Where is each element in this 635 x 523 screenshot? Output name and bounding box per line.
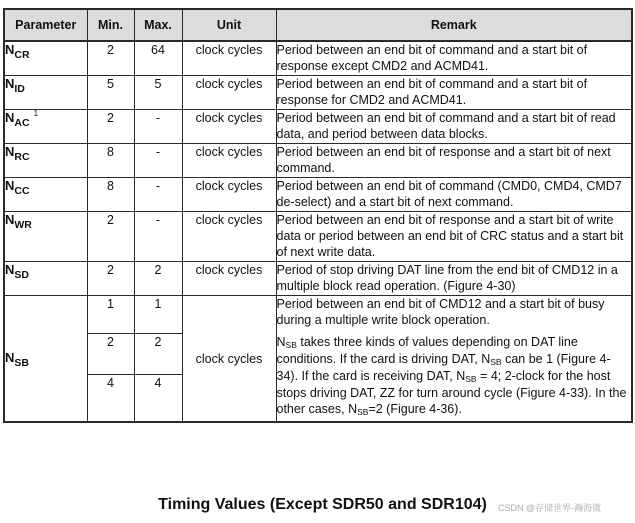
footnote-marker: 1 <box>33 109 39 118</box>
table-row-nwr <box>4 212 632 262</box>
nsb-subscript: SB <box>285 340 297 350</box>
min-cell: 5 <box>87 76 134 110</box>
max-cell: - <box>134 212 182 262</box>
remark-text: =2 (Figure 4-36). <box>368 402 462 416</box>
max-cell: 2 <box>134 262 182 296</box>
param-subscript: CC <box>14 185 30 197</box>
remark-cell: Period between an end bit of command and a start bit of response except CMD2 and ACMD41. <box>276 41 632 76</box>
max-cell: 2 <box>134 334 182 375</box>
param-cell <box>4 178 87 212</box>
param-base: N <box>5 144 15 159</box>
header-parameter: Parameter <box>4 9 87 41</box>
param-base: N <box>5 76 15 91</box>
min-cell: 1 <box>87 296 134 334</box>
table-row-nrc <box>4 144 632 178</box>
nsb-base: N <box>348 402 358 416</box>
max-cell: - <box>134 144 182 178</box>
min-cell: 8 <box>87 144 134 178</box>
table-row-nid <box>4 76 632 110</box>
table-row-ncr <box>4 41 632 76</box>
param-subscript: SD <box>14 269 29 281</box>
remark-cell: Period between an end bit of command (CMD0, CMD4, CMD7 de-select) and a start bit of next command. <box>276 178 632 212</box>
param-subscript: ID <box>14 83 25 95</box>
max-cell: 4 <box>134 375 182 423</box>
unit-cell: clock cycles <box>182 110 276 144</box>
param-base: N <box>5 110 15 125</box>
table-row-nsb <box>4 296 632 334</box>
nsb-base: N <box>276 335 286 349</box>
remark-cell: Period between an end bit of response and a start bit of write data or period between an end bit of CRC status and a start bit of next write data. <box>276 212 632 262</box>
param-subscript: SB <box>14 357 29 369</box>
header-max: Max. <box>134 9 182 41</box>
max-cell: - <box>134 178 182 212</box>
max-cell: 5 <box>134 76 182 110</box>
param-subscript: CR <box>14 49 30 61</box>
unit-cell: clock cycles <box>182 262 276 296</box>
unit-cell: clock cycles <box>182 144 276 178</box>
table-row-nsd <box>4 262 632 296</box>
min-cell: 2 <box>87 110 134 144</box>
remark-paragraph-1: Period between an end bit of CMD12 and a start bit of busy during a multiple write block operation. <box>276 297 605 327</box>
min-cell: 4 <box>87 375 134 423</box>
header-min: Min. <box>87 9 134 41</box>
table-header-row <box>4 9 632 41</box>
unit-cell: clock cycles <box>182 41 276 76</box>
max-cell: 1 <box>134 296 182 334</box>
unit-cell: clock cycles <box>182 178 276 212</box>
remark-text: can be 1 (Figure 4-34). If the card is receiving DAT, <box>276 352 611 383</box>
param-cell <box>4 144 87 178</box>
param-cell <box>4 110 87 144</box>
remark-cell: Period of stop driving DAT line from the end bit of CMD12 in a multiple block read operation. (Figure 4-30) <box>276 262 632 296</box>
unit-cell: clock cycles <box>182 212 276 262</box>
param-cell <box>4 262 87 296</box>
min-cell: 2 <box>87 41 134 76</box>
param-cell <box>4 212 87 262</box>
nsb-subscript: SB <box>357 407 369 417</box>
param-subscript: AC <box>14 117 30 129</box>
param-base: N <box>5 178 15 193</box>
max-cell: - <box>134 110 182 144</box>
unit-cell: clock cycles <box>182 76 276 110</box>
nsb-base: N <box>456 369 466 383</box>
remark-cell <box>276 296 632 423</box>
watermark: CSDN @存储世界-瀚海微 <box>498 503 602 513</box>
remark-text: takes three kinds of values depending on DAT line conditions. If the card is driving DAT, <box>276 335 578 366</box>
remark-cell: Period between an end bit of response and a start bit of next command. <box>276 144 632 178</box>
unit-cell: clock cycles <box>182 296 276 423</box>
remark-cell: Period between an end bit of command and a start bit of response for CMD2 and ACMD41. <box>276 76 632 110</box>
nsb-base: N <box>481 352 491 366</box>
remark-cell: Period between an end bit of command and a start bit of read data, and period between data blocks. <box>276 110 632 144</box>
min-cell: 2 <box>87 212 134 262</box>
param-base: N <box>5 212 15 227</box>
caption-text: Timing Values (Except SDR50 and SDR104) <box>158 496 487 513</box>
nsb-subscript: SB <box>490 357 502 367</box>
nsb-subscript: SB <box>465 374 477 384</box>
table-row-ncc <box>4 178 632 212</box>
param-subscript: WR <box>14 219 32 231</box>
header-remark: Remark <box>276 9 632 41</box>
min-cell: 2 <box>87 334 134 375</box>
param-subscript: RC <box>14 151 30 163</box>
param-base: N <box>5 350 15 365</box>
table-row-nac <box>4 110 632 144</box>
param-cell <box>4 76 87 110</box>
header-unit: Unit <box>182 9 276 41</box>
max-cell: 64 <box>134 41 182 76</box>
remark-paragraph-2 <box>277 334 632 418</box>
remark-text: = 4; 2-clock for the host stops driving DAT, ZZ for turn around cycle (Figure 4-33). In the other cases, <box>276 369 627 416</box>
param-base: N <box>5 42 15 57</box>
param-cell <box>4 296 87 423</box>
min-cell: 8 <box>87 178 134 212</box>
timing-values-table <box>3 8 633 423</box>
min-cell: 2 <box>87 262 134 296</box>
param-base: N <box>5 262 15 277</box>
param-cell <box>4 41 87 76</box>
